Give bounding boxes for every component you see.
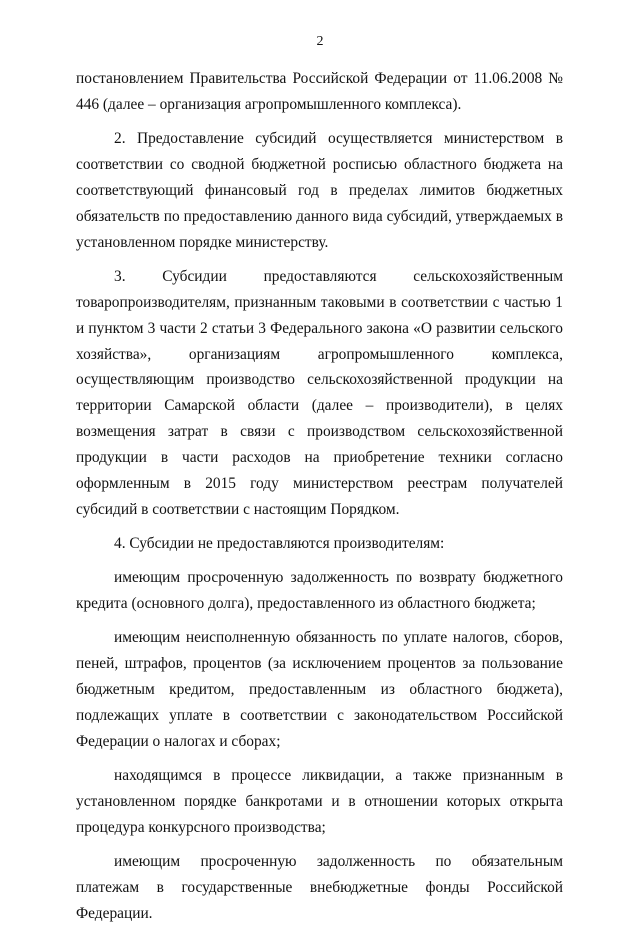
list-item: имеющим просроченную задолженность по обязательным платежам в государственные внебюджетные фонды Российской Федерации. — [76, 852, 563, 922]
list-item: имеющим просроченную задолженность по возврату бюджетного кредита (основного долга), предоставленного из областного бюджета; — [76, 569, 563, 613]
page-number: 2 — [316, 34, 324, 49]
list-item: находящимся в процессе ликвидации, а также признанным в установленном порядке банкротами и в отношении которых открыта процедура конкурсного производства; — [76, 766, 563, 836]
paragraph-continuation: постановлением Правительства Российской Федерации от 11.06.2008 № 446 (далее – организация агропромышленного комплекса). — [76, 70, 563, 113]
document-body — [76, 66, 563, 927]
paragraph-clause-3: 3. Субсидии предоставляются сельскохозяйственным товаропроизводителям, признанным таковыми в соответствии с частью 1 и пунктом 3 части 2 статьи 3 Федерального закона «О развитии сельского хозяйства», организациям агропромышленного комплекса, осуществляющим производство сельскохозяйственной продукции на территории Самарской области (далее – производители), в целях возмещения затрат в связи с производством сельскохозяйственной продукции в части расходов на приобретение техники согласно оформленным в 2015 году министерством реестрам получателей субсидий в соответствии с настоящим Порядком. — [76, 267, 563, 519]
list-item: имеющим неисполненную обязанность по уплате налогов, сборов, пеней, штрафов, процентов (за исключением процентов за пользование бюджетным кредитом, предоставленным из областного бюджета), подлежащих уплате в соответствии с законодательством Российской Федерации о налогах и сборах; — [76, 629, 563, 750]
paragraph-clause-2: 2. Предоставление субсидий осуществляется министерством в соответствии со сводной бюджетной росписью областного бюджета на соответствующий финансовый год в пределах лимитов бюджетных обязательств по предоставлению данного вида субсидий, утверждаемых в установленном порядке министерству. — [76, 129, 563, 251]
paragraph-clause-4: 4. Субсидии не предоставляются производителям: — [114, 535, 445, 553]
